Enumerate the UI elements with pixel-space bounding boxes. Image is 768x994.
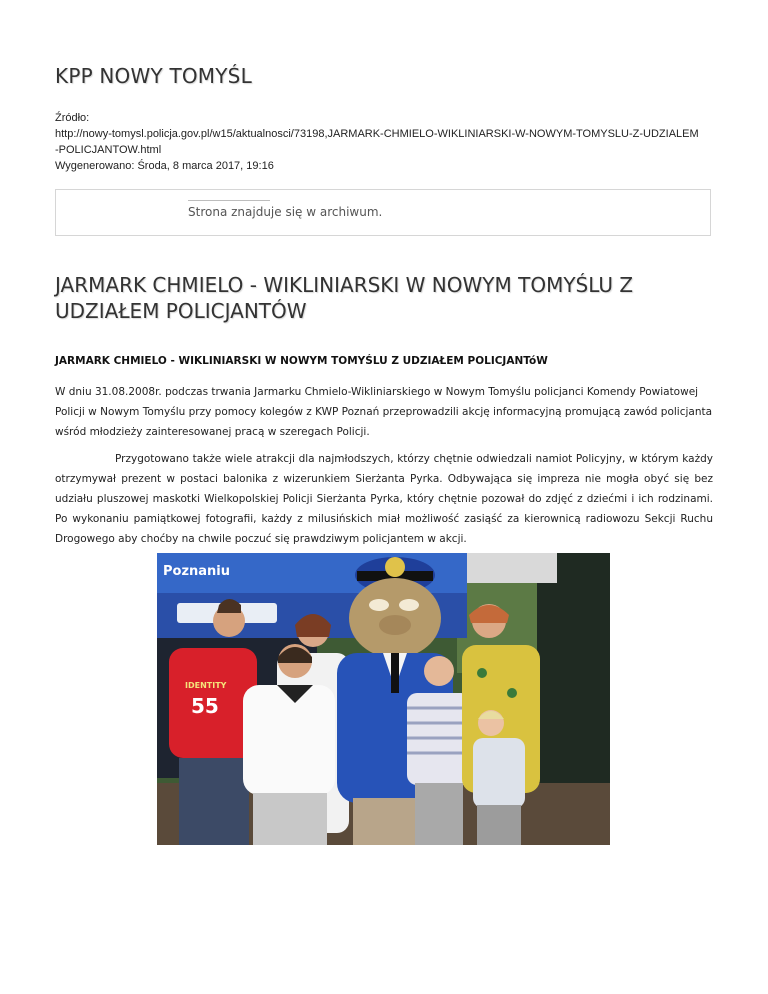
article-paragraph-2: Przygotowano także wiele atrakcji dla najmłodszych, którzy chętnie odwiedzali namiot Policyjny, w którym każdy otrzymywał prezent w postaci balonika z wizerunkiem Sierżanta Pyrka. Odbywająca się impreza nie mogła obyć się bez udziału pluszowej maskotki Wielkopolskiej Policji Sierżanta Pyrka, który chętnie pozował do zdjęć z dziećmi i ich rodzinami. Po wykonaniu pamiątkowej fotografii, każdy z milusińskich miał możliwość zasiąść za kierownicą radiowozu Sekcji Ruchu Drogowego aby choćby na chwile poczuć się prawdziwym policjantem w akcji.	[55, 453, 713, 545]
archive-divider	[188, 200, 270, 201]
source-url-continuation[interactable]: -POLICJANTOW.html	[55, 144, 162, 156]
source-url[interactable]: http://nowy-tomysl.policja.gov.pl/w15/aktualnosci/73198,JARMARK-CHMIELO-WIKLINIARSKI-W-NOWYM-TOMYSLU-Z-UDZIALEM	[55, 128, 699, 140]
source-label: Źródło:	[55, 112, 90, 124]
article-paragraph-1: W dniu 31.08.2008r. podczas trwania Jarmarku Chmielo-Wikliniarskiego w Nowym Tomyślu policjanci Komendy Powiatowej Policji w Nowym Tomyślu przy pomocy kolegów z KWP Poznań przeprowadzili akcję informacyjną promującą zawód policjanta wśród młodzieży zainteresowanej pracą w szeregach Policji.	[55, 386, 713, 438]
archive-notice: Strona znajduje się w archiwum.	[188, 205, 383, 219]
archive-notice-box	[55, 189, 711, 236]
article-photo	[157, 553, 610, 845]
generated-timestamp: Wygenerowano: Środa, 8 marca 2017, 19:16	[55, 160, 274, 172]
article-title: JARMARK CHMIELO - WIKLINIARSKI W NOWYM TOMYŚLU Z UDZIAŁEM POLICJANTÓW	[55, 273, 634, 323]
svg-text:55: 55	[191, 694, 219, 718]
van-sign-text: Poznaniu	[163, 564, 231, 579]
source-meta	[55, 110, 720, 174]
shirt-text: IDENTITY	[185, 681, 227, 690]
photo-illustration	[157, 553, 610, 845]
site-title: KPP NOWY TOMYŚL	[55, 64, 252, 88]
article-lead-heading: JARMARK CHMIELO - WIKLINIARSKI W NOWYM TOMYŚLU Z UDZIAŁEM POLICJANTóW	[55, 355, 548, 367]
